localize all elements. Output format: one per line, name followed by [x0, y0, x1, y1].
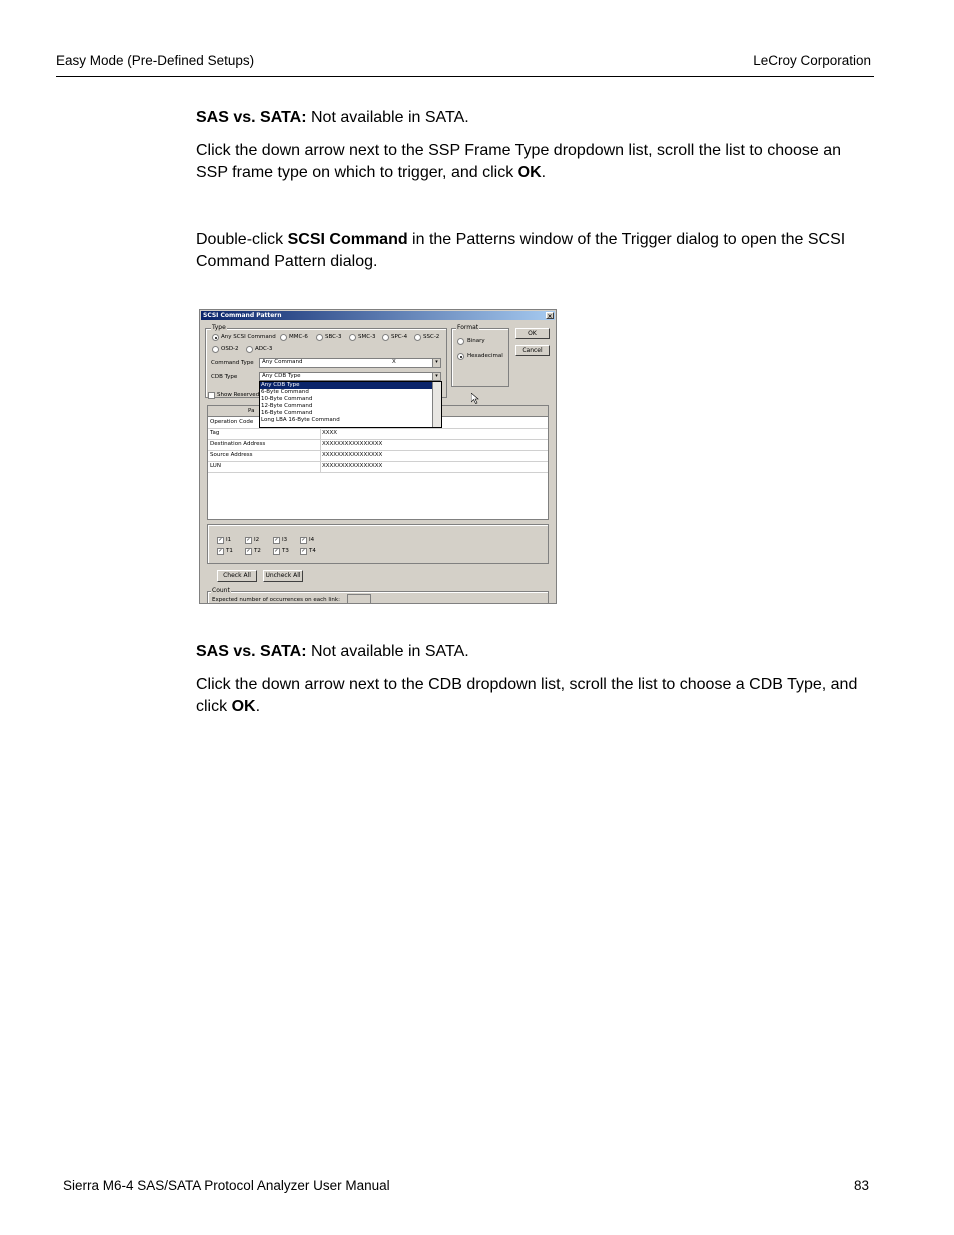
radio-any-scsi[interactable] [212, 334, 219, 341]
row-value: XXXXXXXXXXXXXXXX [322, 463, 383, 469]
chevron-down-icon[interactable]: ▾ [432, 373, 440, 380]
list-item[interactable]: 10-Byte Command [261, 396, 313, 402]
paragraph-cdb-dropdown [196, 674, 876, 718]
radio-hexadecimal-label: Hexadecimal [467, 353, 503, 359]
p5-ok: OK [231, 698, 256, 715]
command-type-label: Command Type [211, 360, 254, 366]
paragraph-sas-vs-sata-1 [196, 107, 876, 129]
p3-bold: SCSI Command [287, 231, 408, 248]
p3-post: in the Patterns window of the Trigger dialog to open the SCSI Command Pattern dialog. [196, 231, 846, 270]
check-all-button[interactable]: Check All [217, 570, 257, 582]
link-label: T4 [309, 548, 316, 554]
show-reserved-label: Show Reserved [217, 392, 260, 398]
sas-sata-label-2: SAS vs. SATA: [196, 643, 307, 660]
footer-manual-title: Sierra M6-4 SAS/SATA Protocol Analyzer User Manual [63, 1178, 390, 1193]
sas-sata-text: Not available in SATA. [306, 109, 469, 126]
mouse-pointer-icon [471, 393, 479, 404]
p3-pre: Double-click [196, 231, 288, 248]
radio-smc3[interactable] [349, 334, 356, 341]
cancel-button[interactable]: Cancel [515, 345, 550, 356]
row-name: Destination Address [210, 439, 321, 450]
sas-sata-label: SAS vs. SATA: [196, 109, 307, 126]
uncheck-all-button[interactable]: Uncheck All [263, 570, 303, 582]
link-checkbox-t4[interactable]: ✓ [301, 548, 306, 554]
header-rule [56, 76, 874, 77]
list-item[interactable]: 16-Byte Command [261, 410, 313, 416]
chevron-down-icon[interactable]: ▾ [432, 359, 440, 367]
cdb-type-options-list[interactable] [259, 381, 442, 428]
link-label: I1 [226, 537, 232, 543]
link-label: I3 [282, 537, 288, 543]
command-type-dropdown[interactable] [259, 358, 441, 368]
list-item[interactable]: Any CDB Type [260, 382, 441, 389]
scrollbar[interactable] [432, 382, 441, 427]
paragraph-ssp-frame-type [196, 140, 876, 184]
p2-ok: OK [517, 164, 542, 181]
row-value: XXXXXXXXXXXXXXXX [322, 441, 383, 447]
radio-sbc3[interactable] [316, 334, 323, 341]
links-group [207, 524, 549, 564]
radio-hexadecimal[interactable] [457, 353, 464, 360]
radio-binary[interactable] [457, 338, 464, 345]
row-name: LUN [210, 461, 321, 472]
link-checkbox-t3[interactable]: ✓ [274, 548, 279, 554]
ok-button[interactable]: OK [515, 328, 550, 339]
list-item[interactable]: Long LBA 16-Byte Command [261, 417, 340, 423]
p2-end: . [541, 164, 547, 181]
link-label: I2 [254, 537, 260, 543]
cdb-type-value: Any CDB Type [262, 373, 301, 379]
list-item[interactable]: 12-Byte Command [261, 403, 313, 409]
p5-end: . [255, 698, 261, 715]
row-name: Tag [210, 428, 321, 439]
count-input[interactable] [347, 594, 371, 604]
cdb-type-dropdown[interactable] [259, 372, 441, 381]
link-label: T1 [226, 548, 233, 554]
page-number: 83 [853, 1178, 869, 1193]
link-checkbox-i3[interactable]: ✓ [274, 537, 279, 543]
radio-binary-label: Binary [467, 338, 485, 344]
radio-any-scsi-label: Any SCSI Command [221, 334, 276, 340]
show-reserved-checkbox[interactable] [208, 392, 215, 399]
running-header-company: LeCroy Corporation [753, 53, 871, 68]
row-value: XXXX [322, 430, 338, 436]
link-checkbox-t2[interactable]: ✓ [246, 548, 251, 554]
running-header-section: Easy Mode (Pre-Defined Setups) [56, 53, 255, 68]
row-name: Source Address [210, 450, 321, 461]
p2-text: Click the down arrow next to the SSP Frame Type dropdown list, scroll the list to choose an SSP frame type on which to trigger, and click [196, 142, 842, 181]
radio-spc4-label: SPC-4 [391, 334, 408, 340]
radio-ssc2[interactable] [414, 334, 421, 341]
radio-osd2[interactable] [212, 346, 219, 353]
type-group-label: Type [212, 324, 226, 331]
paragraph-scsi-command [196, 229, 876, 273]
format-group-label: Format [457, 324, 479, 331]
link-checkbox-i1[interactable]: ✓ [218, 537, 223, 543]
count-group-label: Count [212, 587, 230, 594]
radio-mmc6[interactable] [280, 334, 287, 341]
link-checkbox-i4[interactable]: ✓ [301, 537, 306, 543]
command-type-clear: X [392, 359, 396, 365]
radio-sbc3-label: SBC-3 [325, 334, 342, 340]
table-row[interactable] [208, 461, 548, 473]
link-label: T3 [282, 548, 289, 554]
count-label: Expected number of occurrences on each link: [212, 597, 340, 603]
command-type-value: Any Command [262, 359, 303, 365]
link-label: I4 [309, 537, 315, 543]
paragraph-sas-vs-sata-2 [196, 641, 876, 663]
radio-spc4[interactable] [382, 334, 389, 341]
radio-ssc2-label: SSC-2 [423, 334, 440, 340]
radio-adc3[interactable] [246, 346, 253, 353]
row-name: Operation Code [210, 417, 321, 428]
radio-adc3-label: ADC-3 [255, 346, 273, 352]
dialog-title: SCSI Command Pattern [203, 312, 282, 319]
radio-mmc6-label: MMC-6 [289, 334, 308, 340]
radio-osd2-label: OSD-2 [221, 346, 239, 352]
link-label: T2 [254, 548, 261, 554]
grid-header-label: Pa [248, 408, 255, 414]
radio-smc3-label: SMC-3 [358, 334, 376, 340]
sas-sata-text-2: Not available in SATA. [306, 643, 469, 660]
scsi-command-pattern-dialog [199, 309, 557, 604]
row-value: XXXXXXXXXXXXXXXX [322, 452, 383, 458]
link-checkbox-t1[interactable]: ✓ [218, 548, 223, 554]
close-icon[interactable]: × [547, 313, 553, 320]
list-item[interactable]: 6-Byte Command [261, 389, 309, 395]
cdb-type-label: CDB Type [211, 374, 238, 380]
link-checkbox-i2[interactable]: ✓ [246, 537, 251, 543]
dialog-titlebar [201, 311, 555, 320]
p5-text: Click the down arrow next to the CDB dropdown list, scroll the list to choose a CDB Type, and click [196, 676, 858, 715]
